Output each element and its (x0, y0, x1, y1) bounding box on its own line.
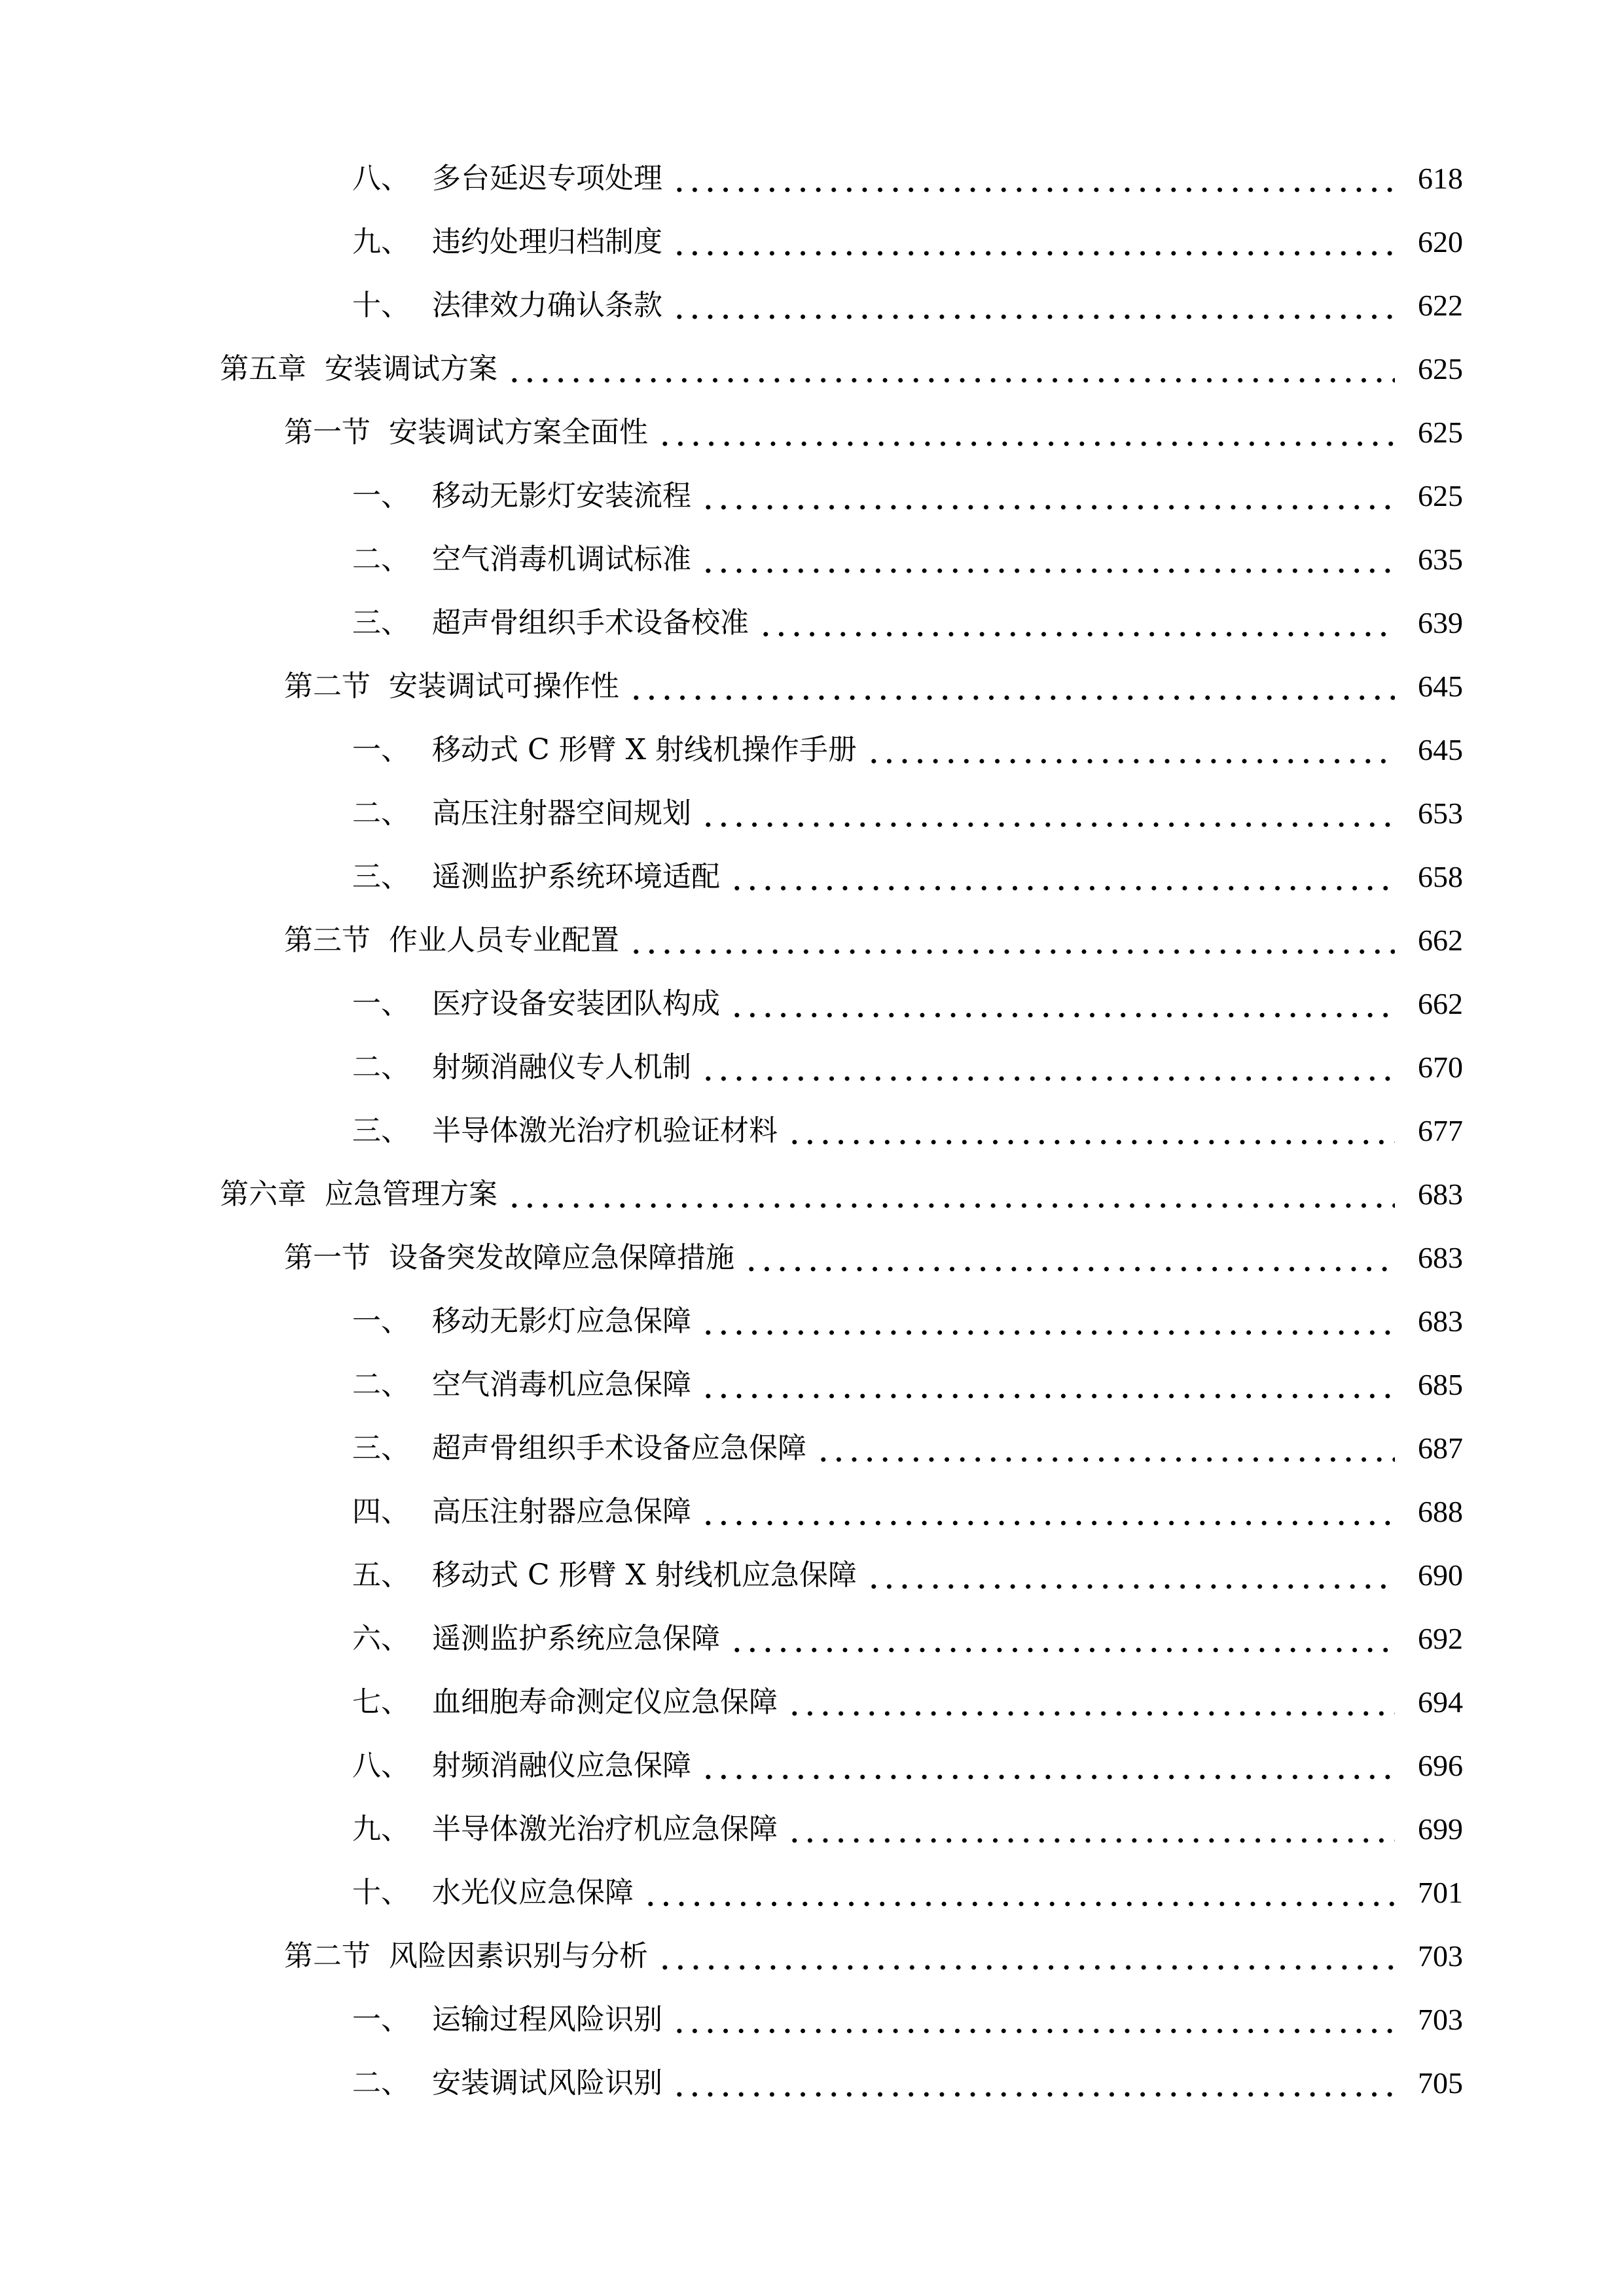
toc-entry-title: 安装调试方案全面性 (389, 416, 648, 449)
toc-entry-title: 射频消融仪专人机制 (432, 1050, 691, 1084)
dot-leader (700, 545, 1395, 574)
dot-leader (672, 164, 1395, 193)
toc-entry[interactable] (352, 846, 1463, 908)
toc-entry-number: 第三节 (284, 924, 370, 957)
dot-leader (672, 291, 1395, 320)
toc-entry-title: 空气消毒机应急保障 (432, 1368, 691, 1401)
toc-entry[interactable] (352, 1544, 1463, 1607)
toc-entry-number: 十、 (352, 1876, 410, 1909)
toc-entry[interactable] (352, 1798, 1463, 1861)
toc-entry-title: 移动无影灯应急保障 (432, 1304, 691, 1338)
toc-entry-number: 第二节 (284, 1939, 370, 1973)
toc-entry-page: 662 (1418, 924, 1463, 957)
toc-entry-title: 遥测监护系统环境适配 (432, 860, 720, 893)
dot-leader (787, 1117, 1395, 1145)
dot-leader (700, 1371, 1395, 1399)
dot-leader (700, 482, 1395, 511)
toc-entry-title: 超声骨组织手术设备校准 (432, 606, 749, 639)
dot-leader (700, 1751, 1395, 1780)
dot-leader (700, 1498, 1395, 1526)
toc-entry-title: 血细胞寿命测定仪应急保障 (432, 1685, 778, 1719)
toc-entry-number: 第二节 (284, 670, 370, 703)
toc-entry-page: 639 (1418, 606, 1463, 639)
toc-entry-title: 多台延迟专项处理 (432, 162, 662, 195)
dot-leader (700, 799, 1395, 828)
toc-entry-page: 618 (1418, 162, 1463, 195)
toc-entry[interactable] (284, 401, 1463, 464)
toc-entry[interactable] (352, 1988, 1463, 2051)
toc-entry-title: 遥测监护系统应急保障 (432, 1622, 720, 1655)
toc-entry[interactable] (220, 1163, 1463, 1226)
toc-entry-title: 运输过程风险识别 (432, 2003, 662, 2036)
dot-leader (758, 609, 1395, 637)
toc-entry[interactable] (220, 338, 1463, 401)
toc-entry[interactable] (352, 1607, 1463, 1670)
toc-entry-number: 一、 (352, 733, 410, 766)
toc-entry[interactable] (352, 2052, 1463, 2115)
toc-entry-page: 690 (1418, 1558, 1463, 1592)
toc-entry-number: 一、 (352, 1304, 410, 1338)
toc-entry-title: 应急管理方案 (325, 1177, 497, 1211)
toc-entry[interactable] (284, 1925, 1463, 1988)
toc-entry-page: 703 (1418, 1939, 1463, 1973)
toc-entry[interactable] (352, 1861, 1463, 1924)
toc-entry-page: 677 (1418, 1114, 1463, 1147)
toc-entry-title: 法律效力确认条款 (432, 289, 662, 322)
toc-entry-title: 安装调试风险识别 (432, 2066, 662, 2100)
toc-entry-title: 高压注射器应急保障 (432, 1495, 691, 1528)
toc-entry-title: 安装调试可操作性 (389, 670, 619, 703)
toc-entry-number: 五、 (352, 1558, 410, 1592)
dot-leader (700, 1307, 1395, 1336)
toc-entry[interactable] (352, 1036, 1463, 1099)
toc-entry[interactable] (352, 782, 1463, 845)
toc-entry-number: 八、 (352, 162, 410, 195)
toc-entry-title: 设备突发故障应急保障措施 (389, 1241, 734, 1274)
toc-entry-page: 705 (1418, 2066, 1463, 2100)
toc-entry[interactable] (352, 465, 1463, 528)
dot-leader (700, 1053, 1395, 1082)
dot-leader (672, 2005, 1395, 2034)
dot-leader (672, 2069, 1395, 2098)
toc-entry-page: 683 (1418, 1241, 1463, 1274)
toc-entry-page: 658 (1418, 860, 1463, 893)
toc-entry-page: 694 (1418, 1685, 1463, 1719)
dot-leader (729, 1624, 1395, 1653)
toc-entry-number: 三、 (352, 606, 410, 639)
dot-leader (643, 1878, 1395, 1907)
toc-entry-page: 696 (1418, 1749, 1463, 1782)
dot-leader (507, 1180, 1395, 1209)
dot-leader (729, 863, 1395, 891)
toc-entry[interactable] (352, 1290, 1463, 1353)
toc-entry-number: 一、 (352, 2003, 410, 2036)
toc-entry-page: 683 (1418, 1177, 1463, 1211)
dot-leader (816, 1434, 1395, 1463)
toc-entry-page: 622 (1418, 289, 1463, 322)
dot-leader (657, 418, 1395, 447)
toc-entry-number: 三、 (352, 1431, 410, 1465)
toc-entry-number: 一、 (352, 479, 410, 512)
toc-entry-page: 625 (1418, 479, 1463, 512)
dot-leader (628, 672, 1395, 701)
toc-entry-number: 七、 (352, 1685, 410, 1719)
toc-entry-title: 作业人员专业配置 (389, 924, 619, 957)
toc-entry-page: 688 (1418, 1495, 1463, 1528)
toc-entry-number: 第一节 (284, 1241, 370, 1274)
toc-entry-page: 645 (1418, 670, 1463, 703)
toc-entry-page: 692 (1418, 1622, 1463, 1655)
toc-entry-number: 第一节 (284, 416, 370, 449)
toc-entry-page: 620 (1418, 225, 1463, 259)
toc-entry-title: 移动无影灯安装流程 (432, 479, 691, 512)
toc-entry[interactable] (352, 1480, 1463, 1543)
toc-entry[interactable] (352, 274, 1463, 337)
toc-entry-number: 四、 (352, 1495, 410, 1528)
toc-entry-page: 683 (1418, 1304, 1463, 1338)
toc-entry-number: 八、 (352, 1749, 410, 1782)
toc-entry-number: 二、 (352, 1368, 410, 1401)
toc-entry-number: 第五章 (220, 352, 306, 386)
dot-leader (628, 926, 1395, 955)
dot-leader (787, 1815, 1395, 1844)
toc-entry-number: 六、 (352, 1622, 410, 1655)
toc-entry[interactable] (352, 1100, 1463, 1162)
toc-entry-title: 移动式 C 形臂 X 射线机应急保障 (432, 1558, 857, 1592)
toc-entry-title: 超声骨组织手术设备应急保障 (432, 1431, 806, 1465)
toc-entry[interactable] (352, 528, 1463, 591)
toc-entry-title: 空气消毒机调试标准 (432, 543, 691, 576)
toc-entry[interactable] (352, 592, 1463, 655)
toc-entry-number: 二、 (352, 2066, 410, 2100)
toc-entry-page: 625 (1418, 352, 1463, 386)
toc-entry[interactable] (352, 973, 1463, 1035)
toc-entry-title: 医疗设备安装团队构成 (432, 987, 720, 1020)
toc-entry-title: 射频消融仪应急保障 (432, 1749, 691, 1782)
toc-entry[interactable] (284, 909, 1463, 972)
toc-entry-number: 第六章 (220, 1177, 306, 1211)
toc-entry[interactable] (352, 147, 1463, 210)
toc-entry[interactable] (352, 211, 1463, 274)
toc-entry-title: 风险因素识别与分析 (389, 1939, 648, 1973)
toc-entry-number: 九、 (352, 225, 410, 259)
toc-entry[interactable] (352, 1734, 1463, 1797)
dot-leader (744, 1244, 1395, 1272)
toc-entry-number: 二、 (352, 797, 410, 830)
toc-entry[interactable] (352, 719, 1463, 781)
toc-entry-page: 699 (1418, 1812, 1463, 1846)
dot-leader (729, 990, 1395, 1018)
toc-entry-title: 水光仪应急保障 (432, 1876, 634, 1909)
toc-entry-number: 三、 (352, 860, 410, 893)
toc-entry-number: 十、 (352, 289, 410, 322)
dot-leader (866, 1561, 1395, 1590)
toc-entry-title: 移动式 C 形臂 X 射线机操作手册 (432, 733, 857, 766)
toc-entry-number: 一、 (352, 987, 410, 1020)
toc-entry-number: 二、 (352, 1050, 410, 1084)
toc-entry-title: 半导体激光治疗机验证材料 (432, 1114, 778, 1147)
toc-entry-title: 高压注射器空间规划 (432, 797, 691, 830)
toc-entry-page: 685 (1418, 1368, 1463, 1401)
toc-entry-page: 645 (1418, 733, 1463, 766)
toc-entry-number: 三、 (352, 1114, 410, 1147)
toc-entry[interactable] (352, 1354, 1463, 1416)
toc-entry-page: 662 (1418, 987, 1463, 1020)
toc-entry-page: 670 (1418, 1050, 1463, 1084)
toc-entry-page: 703 (1418, 2003, 1463, 2036)
toc-entry[interactable] (284, 655, 1463, 718)
toc-entry-title: 半导体激光治疗机应急保障 (432, 1812, 778, 1846)
toc-entry-title: 违约处理归档制度 (432, 225, 662, 259)
toc-entry-page: 701 (1418, 1876, 1463, 1909)
dot-leader (866, 736, 1395, 764)
dot-leader (672, 228, 1395, 257)
toc-entry-number: 九、 (352, 1812, 410, 1846)
toc-entry-page: 687 (1418, 1431, 1463, 1465)
toc-entry-page: 635 (1418, 543, 1463, 576)
toc-entry-page: 625 (1418, 416, 1463, 449)
toc-entry[interactable] (284, 1227, 1463, 1289)
toc-entry-page: 653 (1418, 797, 1463, 830)
dot-leader (787, 1688, 1395, 1717)
toc-entry-title: 安装调试方案 (325, 352, 497, 386)
toc-entry-number: 二、 (352, 543, 410, 576)
toc-entry[interactable] (352, 1671, 1463, 1734)
dot-leader (657, 1942, 1395, 1971)
dot-leader (507, 355, 1395, 384)
toc-entry[interactable] (352, 1417, 1463, 1480)
